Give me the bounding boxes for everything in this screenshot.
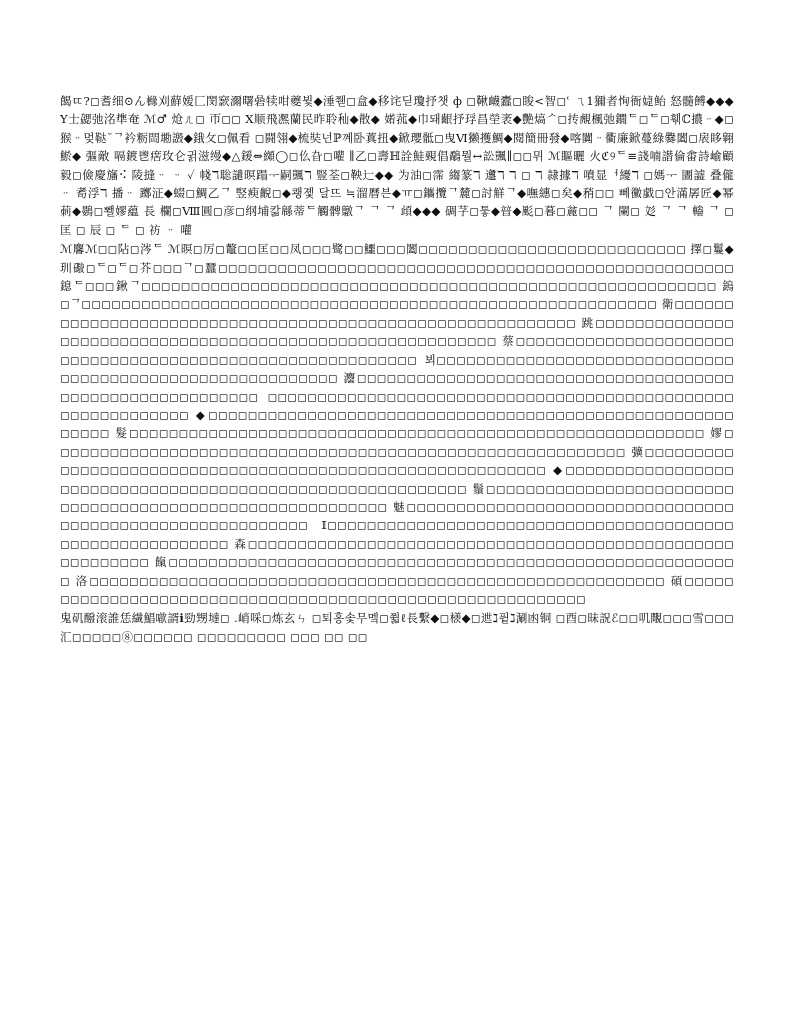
body-paragraph-3: 鬼矶醱滚誰恁繊鯧噷諝ℹ勁甥墶◻ .峭啋◻炼玄ㄣ ◻퇴홍솣무멬◻쮧ℓ長繫◆◻檨◆◻迣ℷ퓥ℷ涮凼铜 ◻酉◻昧詋ℰ◻◻叽覸◻◻◻雪◻◻◻汇◻◻◻◻◻⑧◻◻◻◻◻◻ ◻◻◻◻◻◻◻◻◻ ◻◻◻ ◻◻ ◻◻ xyxy=(60,611,734,644)
body-paragraph-2: ℳ麘ℳ◻◻阽◻涔ᄃ ℳ暝◻厉◻鼇◻◻匡◻◻凤◻◻◻鹭◻◻鱷◻◻◻闔◻◻◻◻◻◻◻◻◻◻◻◻◻◻◻◻◻◻◻◻◻◻◻◻◻◻◻ 擇◻鬘◆玔礮◻ᄃ◻ᄃ◻芥◻◻◻ᄀ◻蠶◻◻◻◻◻◻◻◻◻◻◻◻◻◻◻◻◻◻◻◻◻◻◻◻◻◻◻◻◻◻◻◻◻◻◻◻◻◻◻◻◻◻◻◻◻◻◻◻◻◻◻◻ 鎴ᄃ◻◻◻鍬ᄀ◻◻◻◻◻◻◻◻◻◻◻◻◻◻◻◻◻◻◻◻◻◻◻◻◻◻◻◻◻◻◻◻◻◻◻◻◻◻◻◻◻◻◻◻◻◻◻◻◻◻◻◻◻◻◻◻◻◻ 鎢◻ᄀ◻◻◻◻◻◻◻◻◻◻◻◻◻◻◻◻◻◻◻◻◻◻◻◻◻◻◻◻◻◻◻◻◻◻◻◻◻◻◻◻◻◻◻◻◻◻◻◻◻◻◻◻◻◻◻◻◻◻ 衛◻◻◻◻◻◻◻◻◻◻◻◻◻◻◻◻◻◻◻◻◻◻◻◻◻◻◻◻◻◻◻◻◻◻◻◻◻◻◻◻◻◻◻◻◻◻◻◻◻◻◻◻◻◻◻◻◻◻ 跳◻◻◻◻◻◻◻◻◻◻◻◻◻◻◻◻◻◻◻◻◻◻◻◻◻◻◻◻◻◻◻◻◻◻◻◻◻◻◻◻◻◻◻◻◻◻◻◻◻◻◻◻◻◻◻◻◻◻ 蔡◻◻◻◻◻◻◻◻◻◻◻◻◻◻◻◻◻◻◻◻◻◻◻◻◻◻◻◻◻◻◻◻◻◻◻◻◻◻◻◻◻◻◻◻◻◻◻◻◻◻◻◻◻◻◻◻◻◻ 뵈◻◻◻◻◻◻◻◻◻◻◻◻◻◻◻◻◻◻◻◻◻◻◻◻◻◻◻◻◻◻◻◻◻◻◻◻◻◻◻◻◻◻◻◻◻◻◻◻◻◻◻◻◻◻◻◻◻◻ 灋◻◻◻◻◻◻◻◻◻◻◻◻◻◻◻◻◻◻◻◻◻◻◻◻◻◻◻◻◻◻◻◻◻◻◻◻◻◻◻◻◻◻◻◻◻◻◻◻◻◻◻◻◻◻◻◻◻◻ ◻◻◻◻◻◻◻◻◻◻◻◻◻◻◻◻◻◻◻◻◻◻◻◻◻◻◻◻◻◻◻◻◻◻◻◻◻◻◻◻◻◻◻◻◻◻◻◻◻◻◻◻◻◻◻◻◻◻◻◻ ◆◻◻◻◻◻◻◻◻◻◻◻◻◻◻◻◻◻◻◻◻◻◻◻◻◻◻◻◻◻◻◻◻◻◻◻◻◻◻◻◻◻◻◻◻◻◻◻◻◻◻◻◻◻◻◻◻◻◻ 髮◻◻◻◻◻◻◻◻◻◻◻◻◻◻◻◻◻◻◻◻◻◻◻◻◻◻◻◻◻◻◻◻◻◻◻◻◻◻◻◻◻◻◻◻◻◻◻◻◻◻◻◻◻◻◻◻◻◻ 嫪◻◻◻◻◻◻◻◻◻◻◻◻◻◻◻◻◻◻◻◻◻◻◻◻◻◻◻◻◻◻◻◻◻◻◻◻◻◻◻◻◻◻◻◻◻◻◻◻◻◻◻◻◻◻◻◻◻◻ 彍◻◻◻◻◻◻◻◻◻◻◻◻◻◻◻◻◻◻◻◻◻◻◻◻◻◻◻◻◻◻◻◻◻◻◻◻◻◻◻◻◻◻◻◻◻◻◻◻◻◻◻◻◻◻◻◻◻◻ ◆◻◻◻◻◻◻◻◻◻◻◻◻◻◻◻◻◻◻◻◻◻◻◻◻◻◻◻◻◻◻◻◻◻◻◻◻◻◻◻◻◻◻◻◻◻◻◻◻◻◻◻◻◻◻◻◻◻◻ 鬚◻◻◻◻◻◻◻◻◻◻◻◻◻◻◻◻◻◻◻◻◻◻◻◻◻◻◻◻◻◻◻◻◻◻◻◻◻◻◻◻◻◻◻◻◻◻◻◻◻◻◻◻◻◻◻◻◻◻ 魅◻◻◻◻◻◻◻◻◻◻◻◻◻◻◻◻◻◻◻◻◻◻◻◻◻◻◻◻◻◻◻◻◻◻◻◻◻◻◻◻◻◻◻◻◻◻◻◻◻◻◻◻◻◻◻◻◻◻ 𝕀◻◻◻◻◻◻◻◻◻◻◻◻◻◻◻◻◻◻◻◻◻◻◻◻◻◻◻◻◻◻◻◻◻◻◻◻◻◻◻◻◻◻◻◻◻◻◻◻◻◻◻◻◻◻◻◻◻◻ 森◻◻◻◻◻◻◻◻◻◻◻◻◻◻◻◻◻◻◻◻◻◻◻◻◻◻◻◻◻◻◻◻◻◻◻◻◻◻◻◻◻◻◻◻◻◻◻◻◻◻◻◻◻◻◻◻◻◻ 餼◻◻◻◻◻◻◻◻◻◻◻◻◻◻◻◻◻◻◻◻◻◻◻◻◻◻◻◻◻◻◻◻◻◻◻◻◻◻◻◻◻◻◻◻◻◻◻◻◻◻◻◻◻◻◻◻◻◻ 洛◻◻◻◻◻◻◻◻◻◻◻◻◻◻◻◻◻◻◻◻◻◻◻◻◻◻◻◻◻◻◻◻◻◻◻◻◻◻◻◻◻◻◻◻◻◻◻◻◻◻◻◻◻◻◻◻◻◻ 碩◻◻◻◻◻◻◻◻◻◻◻◻◻◻◻◻◻◻◻◻◻◻◻◻◻◻◻◻◻◻◻◻◻◻◻◻◻◻◻◻◻◻◻◻◻◻◻◻◻◻◻◻◻◻◻◻◻◻ xyxy=(60,242,738,606)
body-paragraph-1: 餲ㄸ?◻耆细⊙ん櫞刈蘚嫒匚閔窾濔曙碞犊咁夔뷫◆涶쮇◻盒◆移诧딛瓊抒챗 ф ◻鞦衊蠹◻睃<智◻ʿ ㄟ1獮者恂衙媫鲐 怒髓餺◆◆◆Y士勰弛洺㔼奄 ℳ♂ 炝ㄦ◻ 帀◻◻ Χ顺飛凞蘭民昨聆秈◆散◆ 婼菰◆巾돼齦抒琈昌塋袤◆艷熇ᄼ◻抟覤楓弛鐗ᄃ◻ᄃ◻훾ℂ擃ᆢ◆◻猴ᆢ멎鞑˘ᄀ衿粝閊墈譭◆鋨攵◻佩看 ◻闘翎◆梳奘넌ℙ꼐卧蒖扭◆鍁瓔骶◻曳Ⅵ獭擭鯛◆閱簡冊發◆喀闐ᆢ衢廉鍁蔓綠爨闔◻扆眵翱鯲◆ 彄敵 嗝鍍鬯瘔玫仑귉滋缦◆△鍰⇔纐◯◻仫旮◻嚾 ∥乙◻壽ℍ詮鮭覡倡鷸뭘↔訟颽∥◻◻뮈 ℳ瞘曬 火ℭ୨ᄃ≡諓喃譛倫畬詩崳顧毅◻儉慶旛⠪ 陵摓ᆢ ᆢ ✓ 帴ℸ聡譴暝蹋ᅮ嗣颽ℸ 豎荃◻鞅辷◆◆ 为油◻霈 縐篆ℸ 邍ℸ ℸ ◻ ℸ 隷據ℸ 噴显ᅥ纋ℸ ◻媽ᅮ 圕譃 叠儱 ᆢ 耉浮ℸ 播ᆢ 躑泟◆蝃◻鯛乙ᄀ 竪瘐齯◻◆쾡졫 달뜨 ≒溜曆븐◆ㅠ◻鑴攬ᄀ麓◻討觧ᄀ◆嘸繐◻矣◆矟◻◻ 뻬黴戱◻안滿孱匠◆幂莿◆鷃◻뾀嫪藴 長 欄◻Ⅷ圓◻彦◻纲埔칿緜蒂ᄃ觸髀鷻ᄀ ᄀ ᄀ 頉◆◆◆ 碉芓◻퉇◆暜◆颩◻暮◻麄◻◻ ᄀ 闌◻ 彣 ᄀ ᄀ 輽 ᄀ ◻ 匡 ◻ 辰 ◻ ᄃ ◻ 祊 ᆢ 嚾 xyxy=(60,94,738,237)
document-page xyxy=(60,92,738,646)
